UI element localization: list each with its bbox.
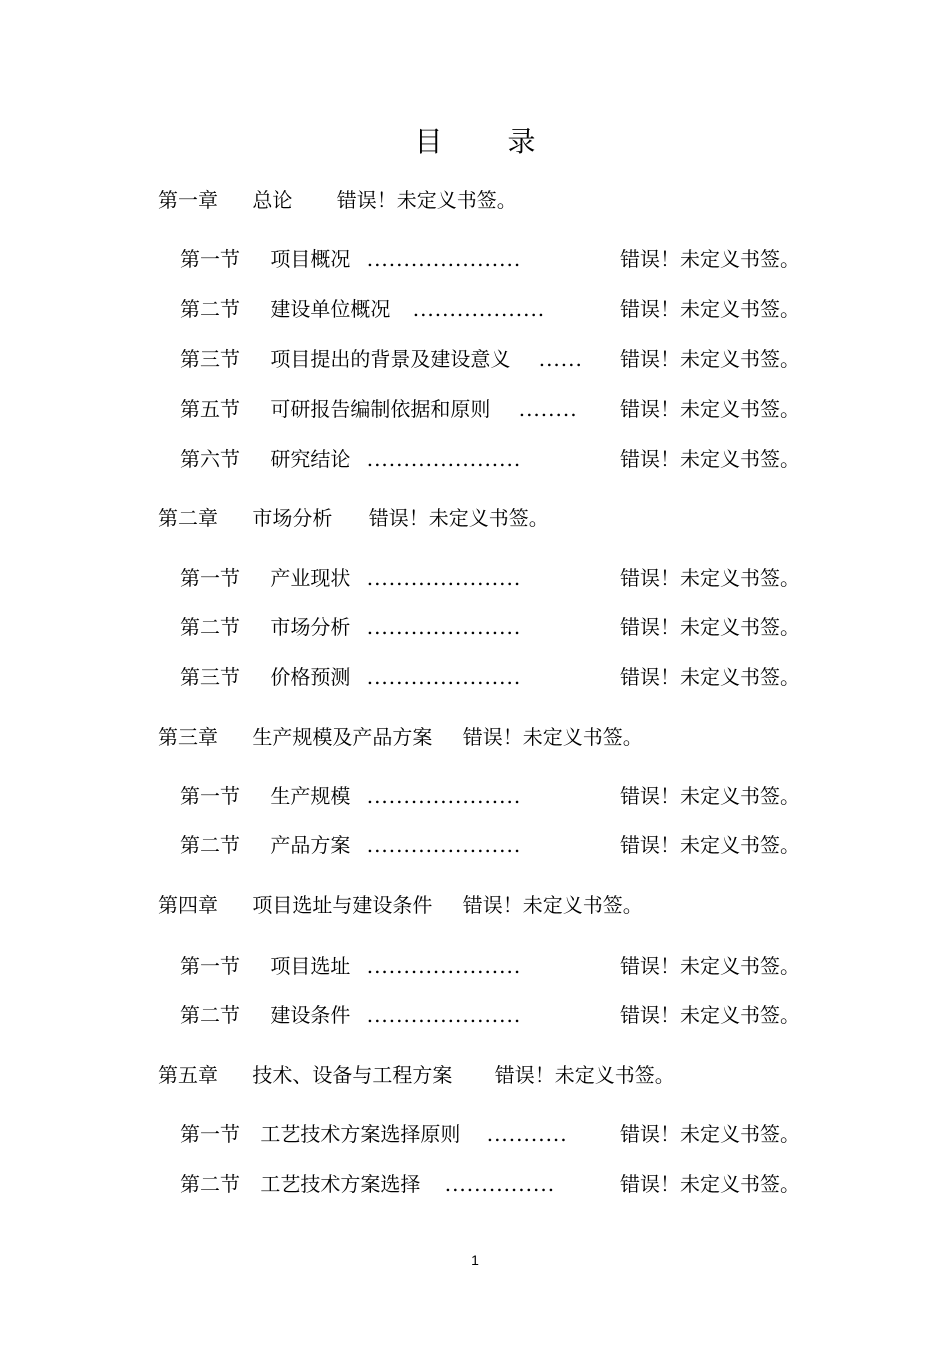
section-number: 第二节	[180, 615, 240, 639]
section-title: 项目概况	[270, 247, 351, 271]
bookmark-error-text: 错误！未定义书签。	[620, 566, 800, 590]
bookmark-error-text: 错误！未定义书签。	[620, 665, 800, 689]
toc-section-entry[interactable]	[180, 246, 820, 272]
leader-dots: ..................	[412, 297, 546, 321]
section-number: 第二节	[180, 1003, 240, 1027]
leader-dots: .....................	[366, 954, 522, 978]
toc-section-entry[interactable]	[180, 296, 820, 322]
bookmark-error-text: 错误！未定义书签。	[620, 347, 800, 371]
bookmark-error-text: 错误！未定义书签。	[620, 1003, 800, 1027]
bookmark-error-text: 错误！未定义书签。	[620, 1122, 800, 1146]
section-number: 第五节	[180, 397, 240, 421]
toc-section-entry[interactable]	[180, 1002, 820, 1028]
section-number: 第二节	[180, 833, 240, 857]
leader-dots: ...........	[486, 1122, 568, 1146]
bookmark-error-text: 错误！未定义书签。	[620, 615, 800, 639]
toc-section-entry[interactable]	[180, 1121, 820, 1147]
leader-dots: .....................	[366, 1003, 522, 1027]
section-title: 工艺技术方案选择	[260, 1172, 421, 1196]
leader-dots: .....................	[366, 665, 522, 689]
leader-dots: .....................	[366, 615, 522, 639]
chapter-number: 第一章	[158, 188, 218, 212]
toc-chapter-entry[interactable]	[158, 187, 517, 213]
toc-section-entry[interactable]	[180, 396, 820, 422]
leader-dots: .....................	[366, 833, 522, 857]
section-title: 研究结论	[270, 447, 351, 471]
bookmark-error-text: 错误！未定义书签。	[620, 1172, 800, 1196]
chapter-title: 总论	[252, 188, 293, 212]
toc-title: 目 录	[414, 125, 564, 158]
section-number: 第一节	[180, 566, 240, 590]
toc-chapter-entry[interactable]	[158, 1062, 675, 1088]
section-number: 第一节	[180, 247, 240, 271]
chapter-number: 第三章	[158, 725, 218, 749]
chapter-title: 技术、设备与工程方案	[252, 1063, 453, 1087]
leader-dots: ...............	[444, 1172, 556, 1196]
toc-section-entry[interactable]	[180, 565, 820, 591]
leader-dots: ........	[518, 397, 578, 421]
toc-section-entry[interactable]	[180, 953, 820, 979]
section-number: 第二节	[180, 1172, 240, 1196]
toc-section-entry[interactable]	[180, 346, 820, 372]
bookmark-error-text: 错误！未定义书签。	[494, 1063, 675, 1087]
section-title: 产业现状	[270, 566, 351, 590]
bookmark-error-text: 错误！未定义书签。	[462, 893, 643, 917]
chapter-title: 生产规模及产品方案	[252, 725, 433, 749]
leader-dots: .....................	[366, 566, 522, 590]
toc-section-entry[interactable]	[180, 614, 820, 640]
toc-section-entry[interactable]	[180, 1171, 820, 1197]
section-title: 建设条件	[270, 1003, 351, 1027]
chapter-number: 第五章	[158, 1063, 218, 1087]
bookmark-error-text: 错误！未定义书签。	[620, 954, 800, 978]
toc-chapter-entry[interactable]	[158, 505, 549, 531]
leader-dots: .....................	[366, 784, 522, 808]
section-number: 第二节	[180, 297, 240, 321]
bookmark-error-text: 错误！未定义书签。	[620, 447, 800, 471]
bookmark-error-text: 错误！未定义书签。	[336, 188, 517, 212]
chapter-title: 项目选址与建设条件	[252, 893, 433, 917]
leader-dots: ......	[538, 347, 583, 371]
leader-dots: .....................	[366, 447, 522, 471]
section-title: 项目选址	[270, 954, 351, 978]
section-number: 第一节	[180, 784, 240, 808]
bookmark-error-text: 错误！未定义书签。	[620, 784, 800, 808]
toc-section-entry[interactable]	[180, 832, 820, 858]
section-number: 第六节	[180, 447, 240, 471]
bookmark-error-text: 错误！未定义书签。	[620, 397, 800, 421]
chapter-number: 第二章	[158, 506, 218, 530]
toc-chapter-entry[interactable]	[158, 724, 643, 750]
section-title: 可研报告编制依据和原则	[270, 397, 491, 421]
bookmark-error-text: 错误！未定义书签。	[620, 833, 800, 857]
leader-dots: .....................	[366, 247, 522, 271]
section-title: 生产规模	[270, 784, 351, 808]
page-number: 1	[471, 1252, 479, 1268]
toc-section-entry[interactable]	[180, 664, 820, 690]
section-number: 第三节	[180, 347, 240, 371]
section-title: 产品方案	[270, 833, 351, 857]
chapter-title: 市场分析	[252, 506, 333, 530]
section-title: 工艺技术方案选择原则	[260, 1122, 461, 1146]
section-title: 市场分析	[270, 615, 351, 639]
section-number: 第一节	[180, 1122, 240, 1146]
bookmark-error-text: 错误！未定义书签。	[462, 725, 643, 749]
section-number: 第一节	[180, 954, 240, 978]
section-title: 建设单位概况	[270, 297, 391, 321]
bookmark-error-text: 错误！未定义书签。	[620, 247, 800, 271]
toc-section-entry[interactable]	[180, 783, 820, 809]
section-number: 第三节	[180, 665, 240, 689]
toc-chapter-entry[interactable]	[158, 892, 643, 918]
section-title: 价格预测	[270, 665, 351, 689]
bookmark-error-text: 错误！未定义书签。	[368, 506, 549, 530]
chapter-number: 第四章	[158, 893, 218, 917]
bookmark-error-text: 错误！未定义书签。	[620, 297, 800, 321]
toc-section-entry[interactable]	[180, 446, 820, 472]
section-title: 项目提出的背景及建设意义	[270, 347, 511, 371]
